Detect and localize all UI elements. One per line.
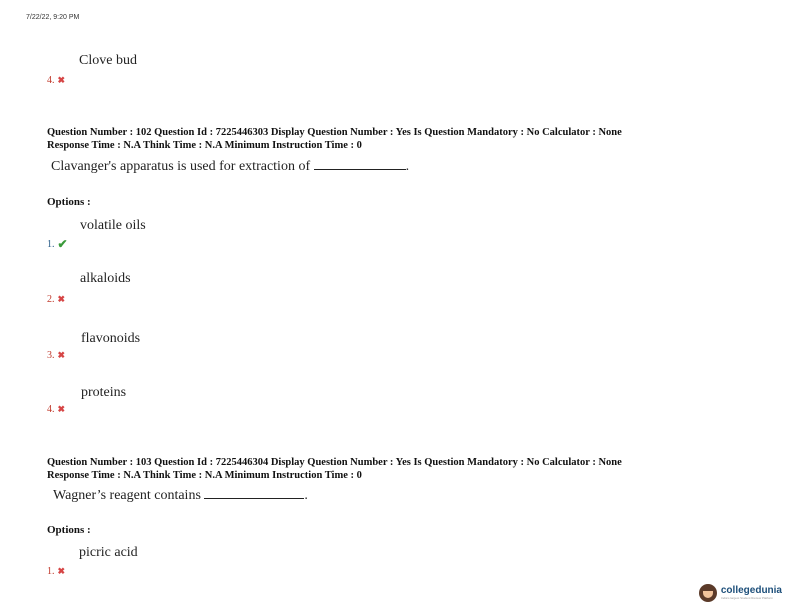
wrong-mark-icon: ✖ — [57, 294, 66, 304]
question-meta-line2: Response Time : N.A Think Time : N.A Minimum Instruction Time : 0 — [47, 140, 362, 151]
option-number-row — [47, 350, 65, 361]
student-avatar-icon — [699, 584, 717, 602]
option-text: flavonoids — [81, 331, 141, 346]
option-number-row — [47, 75, 65, 86]
option-number-row — [47, 237, 68, 252]
option-number: 1. — [47, 566, 55, 577]
option-text: volatile oils — [80, 218, 146, 233]
question-meta — [47, 456, 622, 482]
option-number-row — [47, 294, 65, 305]
option-text: proteins — [81, 385, 127, 400]
answer-blank — [314, 159, 406, 170]
wrong-mark-icon: ✖ — [57, 75, 66, 85]
logo-name: collegedunia — [720, 585, 782, 596]
question-text — [53, 488, 308, 504]
options-label: Options : — [47, 196, 91, 208]
option-text: alkaloids — [80, 271, 131, 286]
question-text-body: Clavanger's apparatus is used for extraction of — [51, 159, 311, 174]
option-number: 2. — [47, 294, 55, 305]
logo-tagline: India's largest Student Review Platform — [720, 596, 774, 600]
logo-wordmark — [721, 586, 782, 600]
option-number: 4. — [47, 75, 55, 86]
options-label: Options : — [47, 524, 91, 536]
option-number: 3. — [47, 350, 55, 361]
wrong-mark-icon: ✖ — [57, 404, 66, 414]
option-number-row — [47, 566, 65, 577]
option-number-row — [47, 404, 65, 415]
print-timestamp: 7/22/22, 9:20 PM — [26, 14, 80, 21]
question-text-end: . — [304, 488, 308, 503]
question-meta-line1: Question Number : 102 Question Id : 7225446303 Display Question Number : Yes Is Question Mandatory : No Calculator : None — [47, 127, 622, 138]
question-text-body: Wagner’s reagent contains — [53, 488, 201, 503]
wrong-mark-icon: ✖ — [57, 566, 66, 576]
option-number: 1. — [47, 239, 55, 250]
wrong-mark-icon: ✖ — [57, 350, 66, 360]
question-meta — [47, 126, 622, 152]
question-meta-line1: Question Number : 103 Question Id : 7225446304 Display Question Number : Yes Is Question Mandatory : No Calculator : None — [47, 457, 622, 468]
option-number: 4. — [47, 404, 55, 415]
answer-blank — [204, 488, 304, 499]
collegedunia-logo — [699, 584, 782, 602]
question-text — [51, 159, 409, 175]
question-meta-line2: Response Time : N.A Think Time : N.A Minimum Instruction Time : 0 — [47, 470, 362, 481]
correct-check-icon: ✔ — [57, 237, 68, 251]
option-text: Clove bud — [79, 53, 137, 68]
question-text-end: . — [405, 159, 410, 174]
option-text: picric acid — [79, 545, 138, 560]
